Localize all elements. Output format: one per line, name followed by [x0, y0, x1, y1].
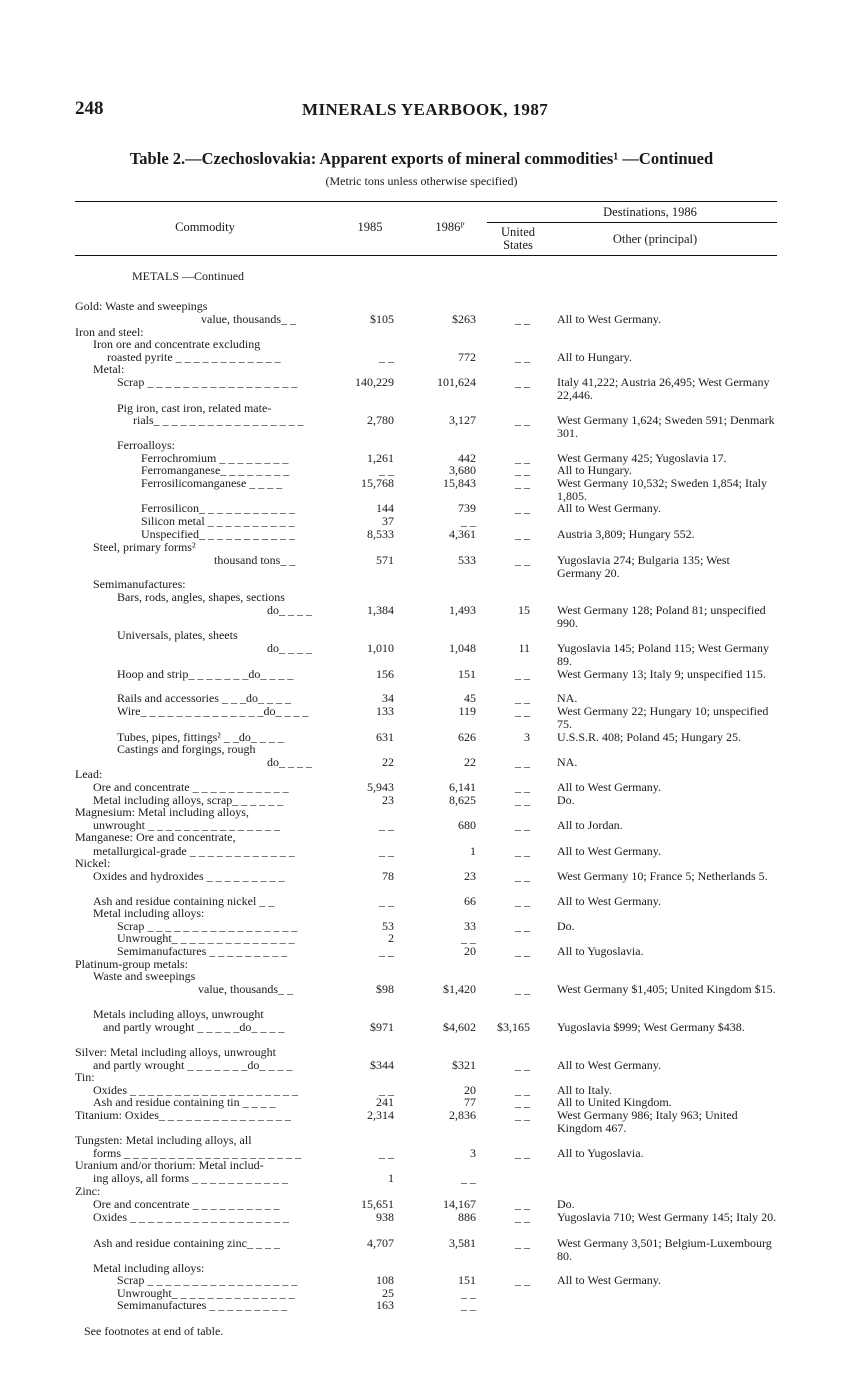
- value-1986-cell: 77: [464, 1095, 476, 1109]
- destination-cell: West Germany $1,405; United Kingdom $15.: [557, 982, 776, 996]
- value-us-cell: 15: [518, 603, 530, 617]
- value-1985-cell: 156: [376, 667, 394, 681]
- value-1986-cell: 533: [458, 553, 476, 567]
- commodity-cell: Metals including alloys, unwrought: [93, 1007, 264, 1021]
- commodity-cell: do_ _ _ _: [267, 603, 312, 617]
- value-1985-cell: 4,707: [367, 1236, 394, 1250]
- value-1986-cell: 45: [464, 691, 476, 705]
- value-1986-cell: _ _: [461, 1171, 476, 1185]
- commodity-cell: Semimanufactures:: [93, 577, 186, 591]
- value-1986-cell: 22: [464, 755, 476, 769]
- value-1986-cell: 442: [458, 451, 476, 465]
- value-1986-cell: 772: [458, 350, 476, 364]
- value-1986-cell: 151: [458, 667, 476, 681]
- value-1985-cell: 1,384: [367, 603, 394, 617]
- commodity-cell: Metal:: [93, 362, 125, 376]
- commodity-cell: do_ _ _ _: [267, 641, 312, 655]
- value-1985-cell: 34: [382, 691, 394, 705]
- value-us-cell: _ _: [515, 1083, 530, 1097]
- value-1985-cell: 133: [376, 704, 394, 718]
- value-1985-cell: 53: [382, 919, 394, 933]
- commodity-cell: Oxides and hydroxides _ _ _ _ _ _ _ _ _: [93, 869, 285, 883]
- destination-cell: All to Yugoslavia.: [557, 1146, 644, 1160]
- value-us-cell: $3,165: [497, 1020, 530, 1034]
- commodity-cell: Scrap _ _ _ _ _ _ _ _ _ _ _ _ _ _ _ _ _: [117, 375, 298, 389]
- value-us-cell: _ _: [515, 793, 530, 807]
- table-title: Table 2.—Czechoslovakia: Apparent exports of mineral commodities¹ —Continued: [129, 149, 714, 168]
- value-1985-cell: 108: [376, 1273, 394, 1287]
- destination-cell: West Germany 986; Italy 963; United Kingdom 467.: [557, 1108, 738, 1135]
- commodity-cell: Unwrought_ _ _ _ _ _ _ _ _ _ _ _ _ _: [117, 1286, 295, 1300]
- commodity-cell: value, thousands_ _: [198, 982, 293, 996]
- value-1986-cell: 3,581: [449, 1236, 476, 1250]
- commodity-cell: do_ _ _ _: [267, 755, 312, 769]
- value-1986-cell: 33: [464, 919, 476, 933]
- value-1986-cell: $1,420: [443, 982, 476, 996]
- value-1986-cell: 101,624: [437, 375, 476, 389]
- value-1986-cell: 3: [470, 1146, 476, 1160]
- commodity-cell: Titanium: Oxides_ _ _ _ _ _ _ _ _ _ _ _ _ _ _: [75, 1108, 291, 1122]
- commodity-cell: Oxides _ _ _ _ _ _ _ _ _ _ _ _ _ _ _ _ _ _: [93, 1210, 289, 1224]
- destination-cell: All to West Germany.: [557, 501, 662, 515]
- value-us-cell: _ _: [515, 312, 530, 326]
- header-commodity: Commodity: [175, 220, 235, 234]
- commodity-cell: Tungsten: Metal including alloys, all: [75, 1133, 252, 1147]
- value-1985-cell: 2: [388, 931, 394, 945]
- commodity-cell: and partly wrought _ _ _ _ _ _ _do_ _ _ _: [93, 1058, 293, 1072]
- value-1985-cell: 2,314: [367, 1108, 394, 1122]
- destination-cell: All to Hungary.: [557, 350, 632, 364]
- value-1986-cell: 1: [470, 844, 476, 858]
- destination-cell: All to West Germany.: [557, 844, 662, 858]
- value-us-cell: _ _: [515, 818, 530, 832]
- commodity-cell: ing alloys, all forms _ _ _ _ _ _ _ _ _ _ _: [93, 1171, 288, 1185]
- value-1985-cell: _ _: [379, 350, 394, 364]
- commodity-cell: Tubes, pipes, fittings² _ _do_ _ _ _: [117, 730, 284, 744]
- destination-cell: All to West Germany.: [557, 780, 662, 794]
- commodity-cell: Steel, primary forms²: [93, 540, 196, 554]
- value-1985-cell: 37: [382, 514, 394, 528]
- value-us-cell: _ _: [515, 894, 530, 908]
- value-1986-cell: 23: [464, 869, 476, 883]
- value-us-cell: _ _: [515, 691, 530, 705]
- destination-cell: U.S.S.R. 408; Poland 45; Hungary 25.: [557, 730, 742, 744]
- value-us-cell: _ _: [515, 869, 530, 883]
- footnote: See footnotes at end of table.: [84, 1324, 224, 1338]
- value-1985-cell: $98: [376, 982, 394, 996]
- commodity-cell: Ore and concentrate _ _ _ _ _ _ _ _ _ _: [93, 1197, 280, 1211]
- destination-cell: All to Hungary.: [557, 463, 632, 477]
- commodity-cell: unwrought _ _ _ _ _ _ _ _ _ _ _ _ _ _ _: [93, 818, 280, 832]
- value-us-cell: _ _: [515, 780, 530, 794]
- value-us-cell: _ _: [515, 1146, 530, 1160]
- value-us-cell: _ _: [515, 1197, 530, 1211]
- commodity-cell: Tin:: [75, 1070, 95, 1084]
- commodity-cell: Zinc:: [75, 1184, 101, 1198]
- value-1986-cell: 151: [458, 1273, 476, 1287]
- commodity-cell: Oxides _ _ _ _ _ _ _ _ _ _ _ _ _ _ _ _ _ _ _: [93, 1083, 298, 1097]
- commodity-cell: roasted pyrite _ _ _ _ _ _ _ _ _ _ _ _: [107, 350, 281, 364]
- value-1985-cell: $344: [370, 1058, 394, 1072]
- value-us-cell: _ _: [515, 553, 530, 567]
- value-1985-cell: $105: [370, 312, 394, 326]
- value-us-cell: 11: [518, 641, 530, 655]
- value-1986-cell: $321: [452, 1058, 476, 1072]
- commodity-cell: Silver: Metal including alloys, unwrought: [75, 1045, 276, 1059]
- commodity-cell: Ore and concentrate _ _ _ _ _ _ _ _ _ _ _: [93, 780, 289, 794]
- commodity-cell: Magnesium: Metal including alloys,: [75, 805, 249, 819]
- commodity-cell: Unspecified_ _ _ _ _ _ _ _ _ _ _: [141, 527, 295, 541]
- destination-cell: West Germany 425; Yugoslavia 17.: [557, 451, 727, 465]
- value-1986-cell: 3,680: [449, 463, 476, 477]
- commodity-cell: thousand tons_ _: [214, 553, 296, 567]
- destination-cell: Do.: [557, 793, 575, 807]
- value-us-cell: _ _: [515, 982, 530, 996]
- value-us-cell: _ _: [515, 844, 530, 858]
- destination-cell: NA.: [557, 755, 578, 769]
- commodity-cell: Metal including alloys, scrap_ _ _ _ _ _: [93, 793, 284, 807]
- value-us-cell: _ _: [515, 755, 530, 769]
- commodity-cell: Universals, plates, sheets: [117, 628, 238, 642]
- destination-cell: Do.: [557, 1197, 575, 1211]
- commodity-cell: Rails and accessories _ _ _do_ _ _ _: [117, 691, 291, 705]
- commodity-cell: Ferrosilicomanganese _ _ _ _: [141, 476, 283, 490]
- commodity-cell: Scrap _ _ _ _ _ _ _ _ _ _ _ _ _ _ _ _ _: [117, 1273, 298, 1287]
- header-destinations: Destinations, 1986: [603, 205, 697, 219]
- value-1986-cell: 66: [464, 894, 476, 908]
- commodity-cell: Ferroalloys:: [117, 438, 175, 452]
- value-1986-cell: 8,625: [449, 793, 476, 807]
- value-us-cell: _ _: [515, 1108, 530, 1122]
- destination-cell: West Germany 13; Italy 9; unspecified 115.: [557, 667, 766, 681]
- commodity-cell: rials_ _ _ _ _ _ _ _ _ _ _ _ _ _ _ _ _: [133, 413, 304, 427]
- commodity-cell: Lead:: [75, 767, 103, 781]
- value-1986-cell: 739: [458, 501, 476, 515]
- destination-cell: West Germany 128; Poland 81; unspecified 990.: [557, 603, 766, 630]
- value-1985-cell: _ _: [379, 1146, 394, 1160]
- value-1986-cell: 1,493: [449, 603, 476, 617]
- value-1985-cell: 571: [376, 553, 394, 567]
- value-us-cell: _ _: [515, 1058, 530, 1072]
- value-1985-cell: 15,651: [361, 1197, 394, 1211]
- value-1985-cell: 23: [382, 793, 394, 807]
- destination-cell: All to Jordan.: [557, 818, 623, 832]
- commodity-cell: Ash and residue containing zinc_ _ _ _: [93, 1236, 280, 1250]
- value-1985-cell: 140,229: [355, 375, 394, 389]
- value-us-cell: _ _: [515, 501, 530, 515]
- value-1985-cell: $971: [370, 1020, 394, 1034]
- commodity-cell: Ferrosilicon_ _ _ _ _ _ _ _ _ _ _: [141, 501, 295, 515]
- commodity-cell: Wire_ _ _ _ _ _ _ _ _ _ _ _ _ _do_ _ _ _: [117, 704, 309, 718]
- page-number: 248: [75, 98, 104, 119]
- value-1985-cell: 15,768: [361, 476, 394, 490]
- destination-cell: Yugoslavia 710; West Germany 145; Italy 20.: [557, 1210, 777, 1224]
- value-us-cell: _ _: [515, 1095, 530, 1109]
- value-1985-cell: 241: [376, 1095, 394, 1109]
- value-1985-cell: 5,943: [367, 780, 394, 794]
- commodity-cell: Semimanufactures _ _ _ _ _ _ _ _ _: [117, 1298, 288, 1312]
- destination-cell: Yugoslavia 145; Poland 115; West Germany 89.: [557, 641, 770, 668]
- running-head: MINERALS YEARBOOK, 1987: [302, 100, 549, 119]
- commodity-cell: Unwrought_ _ _ _ _ _ _ _ _ _ _ _ _ _: [117, 931, 295, 945]
- value-us-cell: _ _: [515, 527, 530, 541]
- commodity-cell: Silicon metal _ _ _ _ _ _ _ _ _ _: [141, 514, 295, 528]
- value-1985-cell: 22: [382, 755, 394, 769]
- value-1985-cell: 2,780: [367, 413, 394, 427]
- commodity-cell: METALS —Continued: [132, 269, 245, 283]
- value-1985-cell: 631: [376, 730, 394, 744]
- commodity-cell: Ferromanganese_ _ _ _ _ _ _ _: [141, 463, 290, 477]
- value-1985-cell: _ _: [379, 894, 394, 908]
- value-1985-cell: 1: [388, 1171, 394, 1185]
- destination-cell: West Germany 1,624; Sweden 591; Denmark 301.: [557, 413, 775, 440]
- commodity-cell: forms _ _ _ _ _ _ _ _ _ _ _ _ _ _ _ _ _ _ _ _: [93, 1146, 301, 1160]
- value-us-cell: _ _: [515, 375, 530, 389]
- destination-cell: All to United Kingdom.: [557, 1095, 672, 1109]
- value-1986-cell: $4,602: [443, 1020, 476, 1034]
- commodity-cell: Iron and steel:: [75, 325, 144, 339]
- commodity-cell: Scrap _ _ _ _ _ _ _ _ _ _ _ _ _ _ _ _ _: [117, 919, 298, 933]
- value-1986-cell: 2,836: [449, 1108, 476, 1122]
- commodity-cell: Bars, rods, angles, shapes, sections: [117, 590, 285, 604]
- header-us-line1: United: [500, 225, 536, 239]
- table-subtitle: (Metric tons unless otherwise specified): [325, 174, 518, 188]
- destination-cell: West Germany 10,532; Sweden 1,854; Italy 1,805.: [557, 476, 767, 503]
- header-1986: 1986ᴾ: [435, 220, 465, 234]
- value-1985-cell: _ _: [379, 1083, 394, 1097]
- value-1986-cell: _ _: [461, 931, 476, 945]
- value-1985-cell: 25: [382, 1286, 394, 1300]
- header-us-line2: States: [503, 238, 533, 252]
- commodity-cell: Semimanufactures _ _ _ _ _ _ _ _ _: [117, 944, 288, 958]
- destination-cell: All to West Germany.: [557, 1058, 662, 1072]
- commodity-cell: Pig iron, cast iron, related mate-: [117, 401, 272, 415]
- destination-cell: Italy 41,222; Austria 26,495; West Germany 22,446.: [557, 375, 770, 402]
- commodity-cell: Nickel:: [75, 856, 111, 870]
- value-1986-cell: 1,048: [449, 641, 476, 655]
- value-1986-cell: 680: [458, 818, 476, 832]
- commodity-cell: value, thousands_ _: [201, 312, 296, 326]
- destination-cell: NA.: [557, 691, 578, 705]
- value-1985-cell: 1,010: [367, 641, 394, 655]
- commodity-cell: Ferrochromium _ _ _ _ _ _ _ _: [141, 451, 289, 465]
- value-1986-cell: 20: [464, 1083, 476, 1097]
- commodity-cell: and partly wrought _ _ _ _ _do_ _ _ _: [103, 1020, 285, 1034]
- value-us-cell: _ _: [515, 1236, 530, 1250]
- destination-cell: West Germany 10; France 5; Netherlands 5.: [557, 869, 768, 883]
- value-1986-cell: 3,127: [449, 413, 476, 427]
- commodity-cell: Ash and residue containing nickel _ _: [93, 894, 275, 908]
- value-us-cell: _ _: [515, 476, 530, 490]
- value-us-cell: _ _: [515, 451, 530, 465]
- value-1986-cell: _ _: [461, 1286, 476, 1300]
- header-1985: 1985: [357, 220, 383, 234]
- commodity-cell: Metal including alloys:: [93, 1261, 205, 1275]
- commodity-cell: Waste and sweepings: [93, 969, 196, 983]
- commodity-cell: Platinum-group metals:: [75, 957, 188, 971]
- value-1985-cell: 8,533: [367, 527, 394, 541]
- commodity-cell: Ash and residue containing tin _ _ _ _: [93, 1095, 276, 1109]
- value-us-cell: _ _: [515, 1273, 530, 1287]
- value-1986-cell: $263: [452, 312, 476, 326]
- value-1986-cell: 20: [464, 944, 476, 958]
- destination-cell: All to West Germany.: [557, 1273, 662, 1287]
- value-1986-cell: 14,167: [443, 1197, 476, 1211]
- value-1985-cell: 938: [376, 1210, 394, 1224]
- commodity-cell: metallurgical-grade _ _ _ _ _ _ _ _ _ _ _ _: [93, 844, 295, 858]
- value-1986-cell: 626: [458, 730, 476, 744]
- value-us-cell: _ _: [515, 463, 530, 477]
- value-us-cell: _ _: [515, 1210, 530, 1224]
- value-1985-cell: 78: [382, 869, 394, 883]
- value-1985-cell: _ _: [379, 818, 394, 832]
- value-1985-cell: _ _: [379, 463, 394, 477]
- value-1985-cell: _ _: [379, 844, 394, 858]
- destination-cell: West Germany 22; Hungary 10; unspecified 75.: [557, 704, 769, 731]
- value-1986-cell: 886: [458, 1210, 476, 1224]
- value-1985-cell: 144: [376, 501, 394, 515]
- commodity-cell: Gold: Waste and sweepings: [75, 299, 208, 313]
- destination-cell: Yugoslavia 274; Bulgaria 135; West Germany 20.: [557, 553, 730, 580]
- commodity-cell: Uranium and/or thorium: Metal includ-: [75, 1158, 264, 1172]
- commodity-cell: Iron ore and concentrate excluding: [93, 337, 261, 351]
- value-1985-cell: _ _: [379, 944, 394, 958]
- value-us-cell: 3: [524, 730, 530, 744]
- value-1986-cell: 6,141: [449, 780, 476, 794]
- destination-cell: All to Italy.: [557, 1083, 612, 1097]
- value-1986-cell: 4,361: [449, 527, 476, 541]
- value-1986-cell: 119: [458, 704, 476, 718]
- commodity-cell: Castings and forgings, rough: [117, 742, 256, 756]
- commodity-cell: Manganese: Ore and concentrate,: [75, 830, 236, 844]
- value-us-cell: _ _: [515, 944, 530, 958]
- value-us-cell: _ _: [515, 350, 530, 364]
- value-1986-cell: _ _: [461, 514, 476, 528]
- value-us-cell: _ _: [515, 919, 530, 933]
- header-other-principal: Other (principal): [612, 232, 698, 246]
- value-1985-cell: 163: [376, 1298, 394, 1312]
- value-us-cell: _ _: [515, 704, 530, 718]
- destination-cell: West Germany 3,501; Belgium-Luxembourg 80.: [557, 1236, 772, 1263]
- value-us-cell: _ _: [515, 667, 530, 681]
- destination-cell: Austria 3,809; Hungary 552.: [557, 527, 695, 541]
- destination-cell: All to Yugoslavia.: [557, 944, 644, 958]
- commodity-cell: Hoop and strip_ _ _ _ _ _ _do_ _ _ _: [117, 667, 294, 681]
- destination-cell: All to West Germany.: [557, 312, 662, 326]
- value-1986-cell: 15,843: [443, 476, 476, 490]
- destination-cell: Yugoslavia $999; West Germany $438.: [557, 1020, 745, 1034]
- value-1986-cell: _ _: [461, 1298, 476, 1312]
- destination-cell: All to West Germany.: [557, 894, 662, 908]
- destination-cell: Do.: [557, 919, 575, 933]
- value-1985-cell: 1,261: [367, 451, 394, 465]
- commodity-cell: Metal including alloys:: [93, 906, 205, 920]
- value-us-cell: _ _: [515, 413, 530, 427]
